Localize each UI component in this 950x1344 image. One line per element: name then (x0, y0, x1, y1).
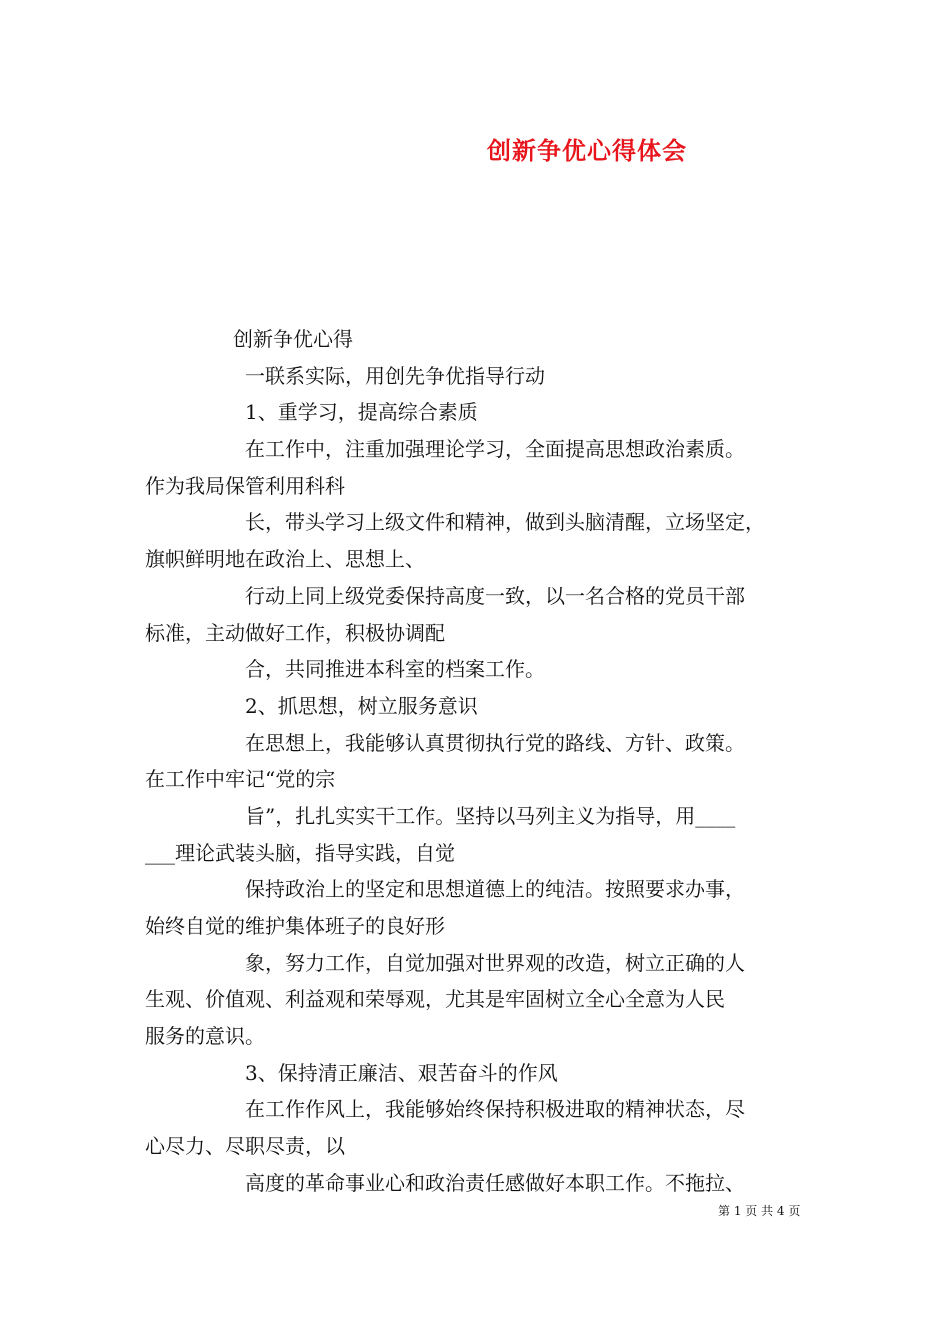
paragraph-line: 在思想上，我能够认真贯彻执行党的路线、方针、政策。 (245, 730, 745, 755)
paragraph-line: 始终自觉的维护集体班子的良好形 (145, 914, 445, 938)
paragraph-line: 旨”，扎扎实实干工作。坚持以马列主义为指导，用____ (245, 803, 736, 828)
paragraph-line: ___理论武装头脑，指导实践，自觉 (145, 840, 455, 865)
item-heading: 3、保持清正廉洁、艰苦奋斗的作风 (245, 1060, 558, 1085)
paragraph-line: 旗帜鲜明地在政治上、思想上、 (145, 547, 425, 572)
item-heading: 2、抓思想，树立服务意识 (245, 693, 478, 718)
item-heading: 1、重学习，提高综合素质 (245, 400, 478, 425)
paragraph-line: 标准，主动做好工作，积极协调配 (145, 620, 445, 645)
paragraph-line: 在工作中牢记“党的宗 (145, 767, 336, 792)
paragraph-line: 行动上同上级党委保持高度一致，以一名合格的党员干部 (245, 583, 745, 608)
subsection-heading: 一联系实际，用创先争优指导行动 (245, 363, 545, 388)
document-body (145, 321, 813, 1202)
document-title: 创新争优心得体会 (487, 136, 687, 165)
paragraph-line: 合，共同推进本科室的档案工作。 (245, 657, 545, 682)
paragraph-line: 高度的革命事业心和政治责任感做好本职工作。不拖拉、 (245, 1170, 745, 1195)
paragraph-line: 服务的意识。 (145, 1024, 265, 1049)
paragraph-line: 长，带头学习上级文件和精神，做到头脑清醒，立场坚定， (245, 510, 765, 535)
paragraph-line: 在工作中，注重加强理论学习，全面提高思想政治素质。 (245, 437, 745, 462)
paragraph-line: 在工作作风上，我能够始终保持积极进取的精神状态，尽 (245, 1097, 745, 1122)
paragraph-line: 心尽力、尽职尽责，以 (145, 1134, 345, 1159)
paragraph-line: 作为我局保管利用科科 (145, 473, 345, 498)
section-heading: 创新争优心得 (233, 327, 353, 351)
page-number-footer: 第 1 页 共 4 页 (718, 1204, 801, 1218)
paragraph-line: 生观、价值观、利益观和荣辱观，尤其是牢固树立全心全意为人民 (145, 987, 725, 1012)
paragraph-line: 象，努力工作，自觉加强对世界观的改造，树立正确的人 (245, 950, 745, 975)
paragraph-line: 保持政治上的坚定和思想道德上的纯洁。按照要求办事， (245, 877, 745, 902)
